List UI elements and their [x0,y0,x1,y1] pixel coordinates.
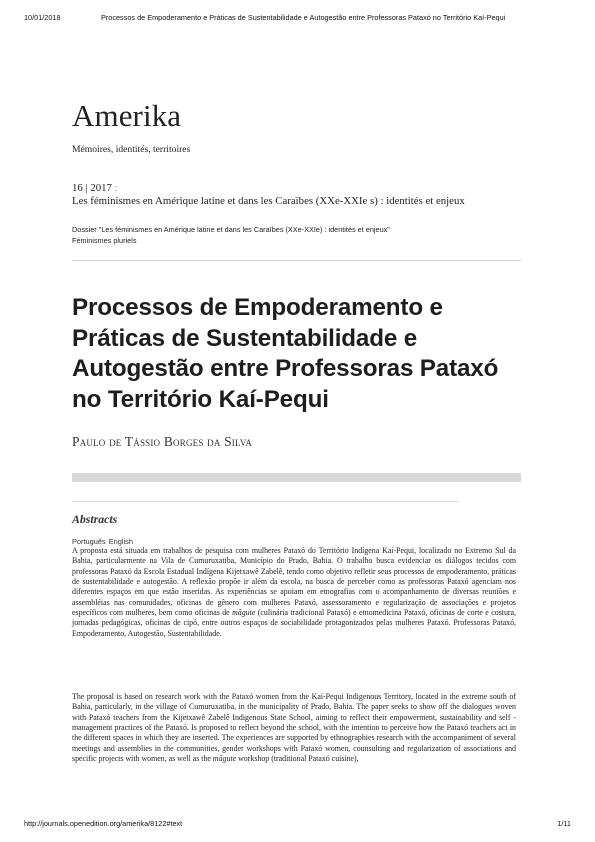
print-header [24,13,571,25]
issue-colon: : [111,182,118,194]
abstract-text: A proposta está situada em trabalhos de pesquisa com mulheres Pataxó do Território Indígena Kaí-Pequi, localizado no Extremo Sul da Bahia, particularmente na Vila de Cumuruxatiba, Município do Prado, Bahia. O trabalho busca evidenciar os diálogos tecidos com professoras Pataxó da Escola Estadual Indígena Kijetxawê Zabelê, tendo como objetivo refletir seus processos de empoderamento, práticas de sustentabilidade e autogestão. A reflexão propõe ir além da escola, na busca de perceber como as professoras Pataxó agenciam nos diferentes espaços em que estão inseridas. As experiências se apoiam em etnografias com o acompanhamento de diversas reuniões e assembléias nas comunidades, oficinas de gênero com mulheres Pataxó, assessoramento e regularização de associações e projetos específicos com mulheres, bem como oficinas de [72,546,516,618]
abstract-text: workshop (traditional Pataxó cuisine), [236,754,359,764]
print-url: http://journals.openedition.org/amerika/8122#text [24,819,183,828]
abstracts-heading: Abstracts [72,512,118,526]
divider [72,501,458,502]
abstract-english [72,692,516,764]
issue-info [72,182,532,208]
language-link-english[interactable]: English [108,537,133,546]
print-page-title: Processos de Empoderamento e Práticas de Sustentabilidade e Autogestão entre Professoras Pataxó no Território Kaí-Pequi [101,13,506,22]
abstract-text: The proposal is based on research work with the Pataxó women from the Kaí-Pequi Indigenous Territory, located in the extreme south of Bahia, particularly, in the village of Cumuruxatiba, in the municipality of Prado, Bahia. The paper seeks to show off the dialogues woven with Pataxó teachers from the Kijetxawê Zabelê Indigenous State School, aiming to reflect their empowerment, sustainability and self - management practices of the Pataxó. Is proposed to reflect beyond the school, with the intention to perceive how the Pataxó teachers act in the different spaces in which they are inserted. The experiences are supported by ethnographies research with the accompaniment of several meetings and assemblies in the communities, gender workshops with Pataxó women, counsulting and regularization of associations and specific projects with women, as well as the [72,692,516,764]
journal-subtitle: Mémoires, identités, territoires [72,144,191,155]
abstract-text: (culinária tradicional Pataxó) e etnomedicina Pataxó, oficinas de corte e costura, jornadas pedagógicas, oficinas de cipó, entre outros espaços de sociabilidade protagonizados pelas mulheres Pataxó. Professoras Pataxó, Empoderamento, Autogestão, Sustentabilidade. [72,608,516,638]
abstract-portuguese [72,546,516,639]
separator-band [72,473,521,482]
print-date: 10/01/2018 [24,13,61,22]
section-link[interactable]: Féminismes pluriels [72,236,137,245]
abstract-italic-term: mãgute [232,608,256,618]
print-footer [24,819,571,829]
issue-number-link[interactable]: 16 | 2017 [72,182,112,194]
issue-title-link[interactable]: Les féminismes en Amérique latine et dans les Caraïbes (XXe-XXIe s) : identités et enjeux [72,195,465,207]
abstract-italic-term: mãgute [212,754,237,764]
author-link[interactable]: Paulo de Tássio Borges da Silva [72,434,253,449]
dossier-link[interactable]: Dossier "Les féminismes en Amérique latine et dans les Caraïbes (XXe-XXIe) : identités et enjeux" [72,225,390,234]
article-title: Processos de Empoderamento e Práticas de Sustentabilidade e Autogestão entre Professoras Pataxó no Território Kaí-Pequi [72,294,499,413]
divider [72,260,521,261]
language-link-portuguese[interactable]: Português [72,537,106,546]
language-links [72,537,136,546]
page-count: 1/11 [557,819,571,828]
journal-name[interactable]: Amerika [72,98,182,133]
dossier-info [72,224,532,246]
